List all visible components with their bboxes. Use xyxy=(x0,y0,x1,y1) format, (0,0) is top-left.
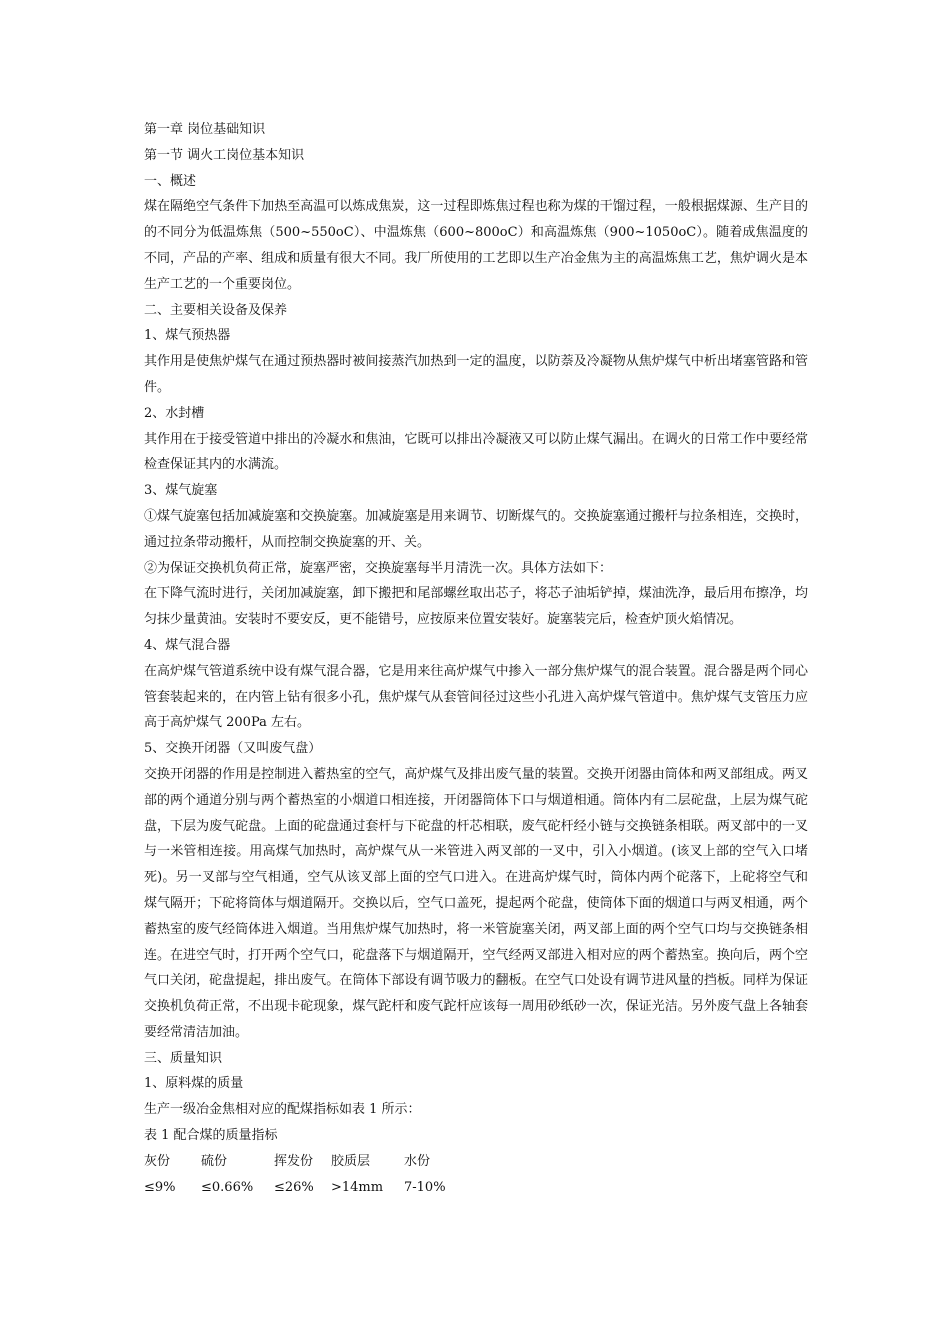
table-value-cell: ≤26% xyxy=(274,1179,314,1195)
heading-overview: 一、概述 xyxy=(144,173,197,189)
paragraph-plug-cock-2: ②为保证交换机负荷正常，旋塞严密，交换旋塞每半月清洗一次。具体方法如下： xyxy=(144,560,613,576)
table-caption: 表 1 配合煤的质量指标 xyxy=(144,1128,278,1144)
chapter-title: 第一章 岗位基础知识 xyxy=(144,122,266,137)
document-body xyxy=(144,117,808,1200)
table-header-cell: 挥发份 xyxy=(274,1153,314,1169)
heading-equipment: 二、主要相关设备及保养 xyxy=(144,302,288,318)
heading-preheater: 1、煤气预热器 xyxy=(144,328,231,344)
paragraph-raw-coal: 生产一级冶金焦相对应的配煤指标如表 1 所示： xyxy=(144,1102,421,1118)
paragraph-switch: 交换开闭器的作用是控制进入蓄热室的空气，高炉煤气及排出废气量的装置。交换开闭器由筒体和两叉部组成。两叉部的两个通道分别与两个蓄热室的小烟道口相连接，开闭器筒体下口与烟道相通。筒体内有二层砣盘，上层为煤气砣盘，下层为废气砣盘。上面的砣盘通过套杆与下砣盘的杆芯相联，废气砣杆经小链与交换链条相联。两叉部中的一叉与一米管相连接。用高煤气加热时，高炉煤气从一米管进入两叉部的一叉中，引入小烟道。(该叉上部的空气入口堵死)。另一叉部与空气相通，空气从该叉部上面的空气口进入。在进高炉煤气时，筒体内两个砣落下，上砣将空气和煤气隔开；下砣将筒体与烟道隔开。交换以后，空气口盖死，提起两个砣盘，使筒体下面的烟道口与两叉相通，两个蓄热室的废气经筒体进入烟道。当用焦炉煤气加热时，将一米管旋塞关闭，两叉部上面的两个空气口均与交换链条相连。在进空气时，打开两个空气口，砣盘落下与烟道隔开，空气经两叉部进入相对应的两个蓄热室。换向后，两个空气口关闭，砣盘提起，排出废气。在筒体下部设有调节吸力的翻板。在空气口处设有调节进风量的挡板。同样为保证交换机负荷正常，不出现卡砣现象，煤气跎杆和废气跎杆应该每一周用砂纸砂一次，保证光洁。另外废气盘上各轴套要经常清洁加油。 xyxy=(144,766,808,1040)
table-header-row xyxy=(144,1149,808,1175)
table-value-cell: 7-10% xyxy=(404,1179,446,1195)
paragraph-overview: 煤在隔绝空气条件下加热至高温可以炼成焦炭，这一过程即炼焦过程也称为煤的干馏过程，一般根据煤源、生产目的的不同分为低温炼焦（500~550oC）、中温炼焦（600~800oC）和高温炼焦（900~1050oC）。随着成焦温度的不同，产品的产率、组成和质量有很大不同。我厂所使用的工艺即以生产冶金焦为主的高温炼焦工艺，焦炉调火是本生产工艺的一个重要岗位。 xyxy=(144,199,808,292)
heading-plug-cock: 3、煤气旋塞 xyxy=(144,483,218,499)
heading-water-tank: 2、水封槽 xyxy=(144,405,205,421)
paragraph-preheater: 其作用是使焦炉煤气在通过预热器时被间接蒸汽加热到一定的温度，以防萘及冷凝物从焦炉煤气中析出堵塞管路和管件。 xyxy=(144,354,808,395)
table-header-cell: 胶质层 xyxy=(331,1153,371,1169)
table-value-row xyxy=(144,1175,808,1201)
table-header-cell: 灰份 xyxy=(144,1153,171,1169)
table-value-cell: >14mm xyxy=(331,1179,384,1195)
table-header-cell: 水份 xyxy=(404,1153,431,1169)
table-header-cell: 硫份 xyxy=(201,1153,228,1169)
heading-mixer: 4、煤气混合器 xyxy=(144,637,231,653)
paragraph-water-tank: 其作用在于接受管道中排出的冷凝水和焦油，它既可以排出冷凝液又可以防止煤气漏出。在调火的日常工作中要经常检查保证其内的水满流。 xyxy=(144,431,808,473)
paragraph-plug-cock-3: 在下降气流时进行，关闭加减旋塞，卸下搬把和尾部螺丝取出芯子，将芯子油垢铲掉，煤油洗净，最后用布擦净，均匀抹少量黄油。安装时不要安反，更不能错号，应按原来位置安装好。旋塞装完后，检查炉顶火焰情况。 xyxy=(144,586,808,628)
paragraph-plug-cock-1: ①煤气旋塞包括加减旋塞和交换旋塞。加减旋塞是用来调节、切断煤气的。交换旋塞通过搬杆与拉条相连，交换时，通过拉条带动搬杆，从而控制交换旋塞的开、关。 xyxy=(144,508,808,550)
heading-quality: 三、质量知识 xyxy=(144,1050,223,1066)
heading-raw-coal: 1、原料煤的质量 xyxy=(144,1076,244,1092)
paragraph-mixer: 在高炉煤气管道系统中设有煤气混合器，它是用来往高炉煤气中掺入一部分焦炉煤气的混合装置。混合器是两个同心管套装起来的，在内管上钻有很多小孔，焦炉煤气从套管间径过这些小孔进入高炉煤气管道中。焦炉煤气支管压力应高于高炉煤气 200Pa 左右。 xyxy=(144,663,808,731)
heading-switch: 5、交换开闭器（又叫废气盘） xyxy=(144,741,322,757)
table-value-cell: ≤9% xyxy=(144,1179,176,1195)
section-title: 第一节 调火工岗位基本知识 xyxy=(144,147,305,163)
table-value-cell: ≤0.66% xyxy=(201,1179,254,1195)
